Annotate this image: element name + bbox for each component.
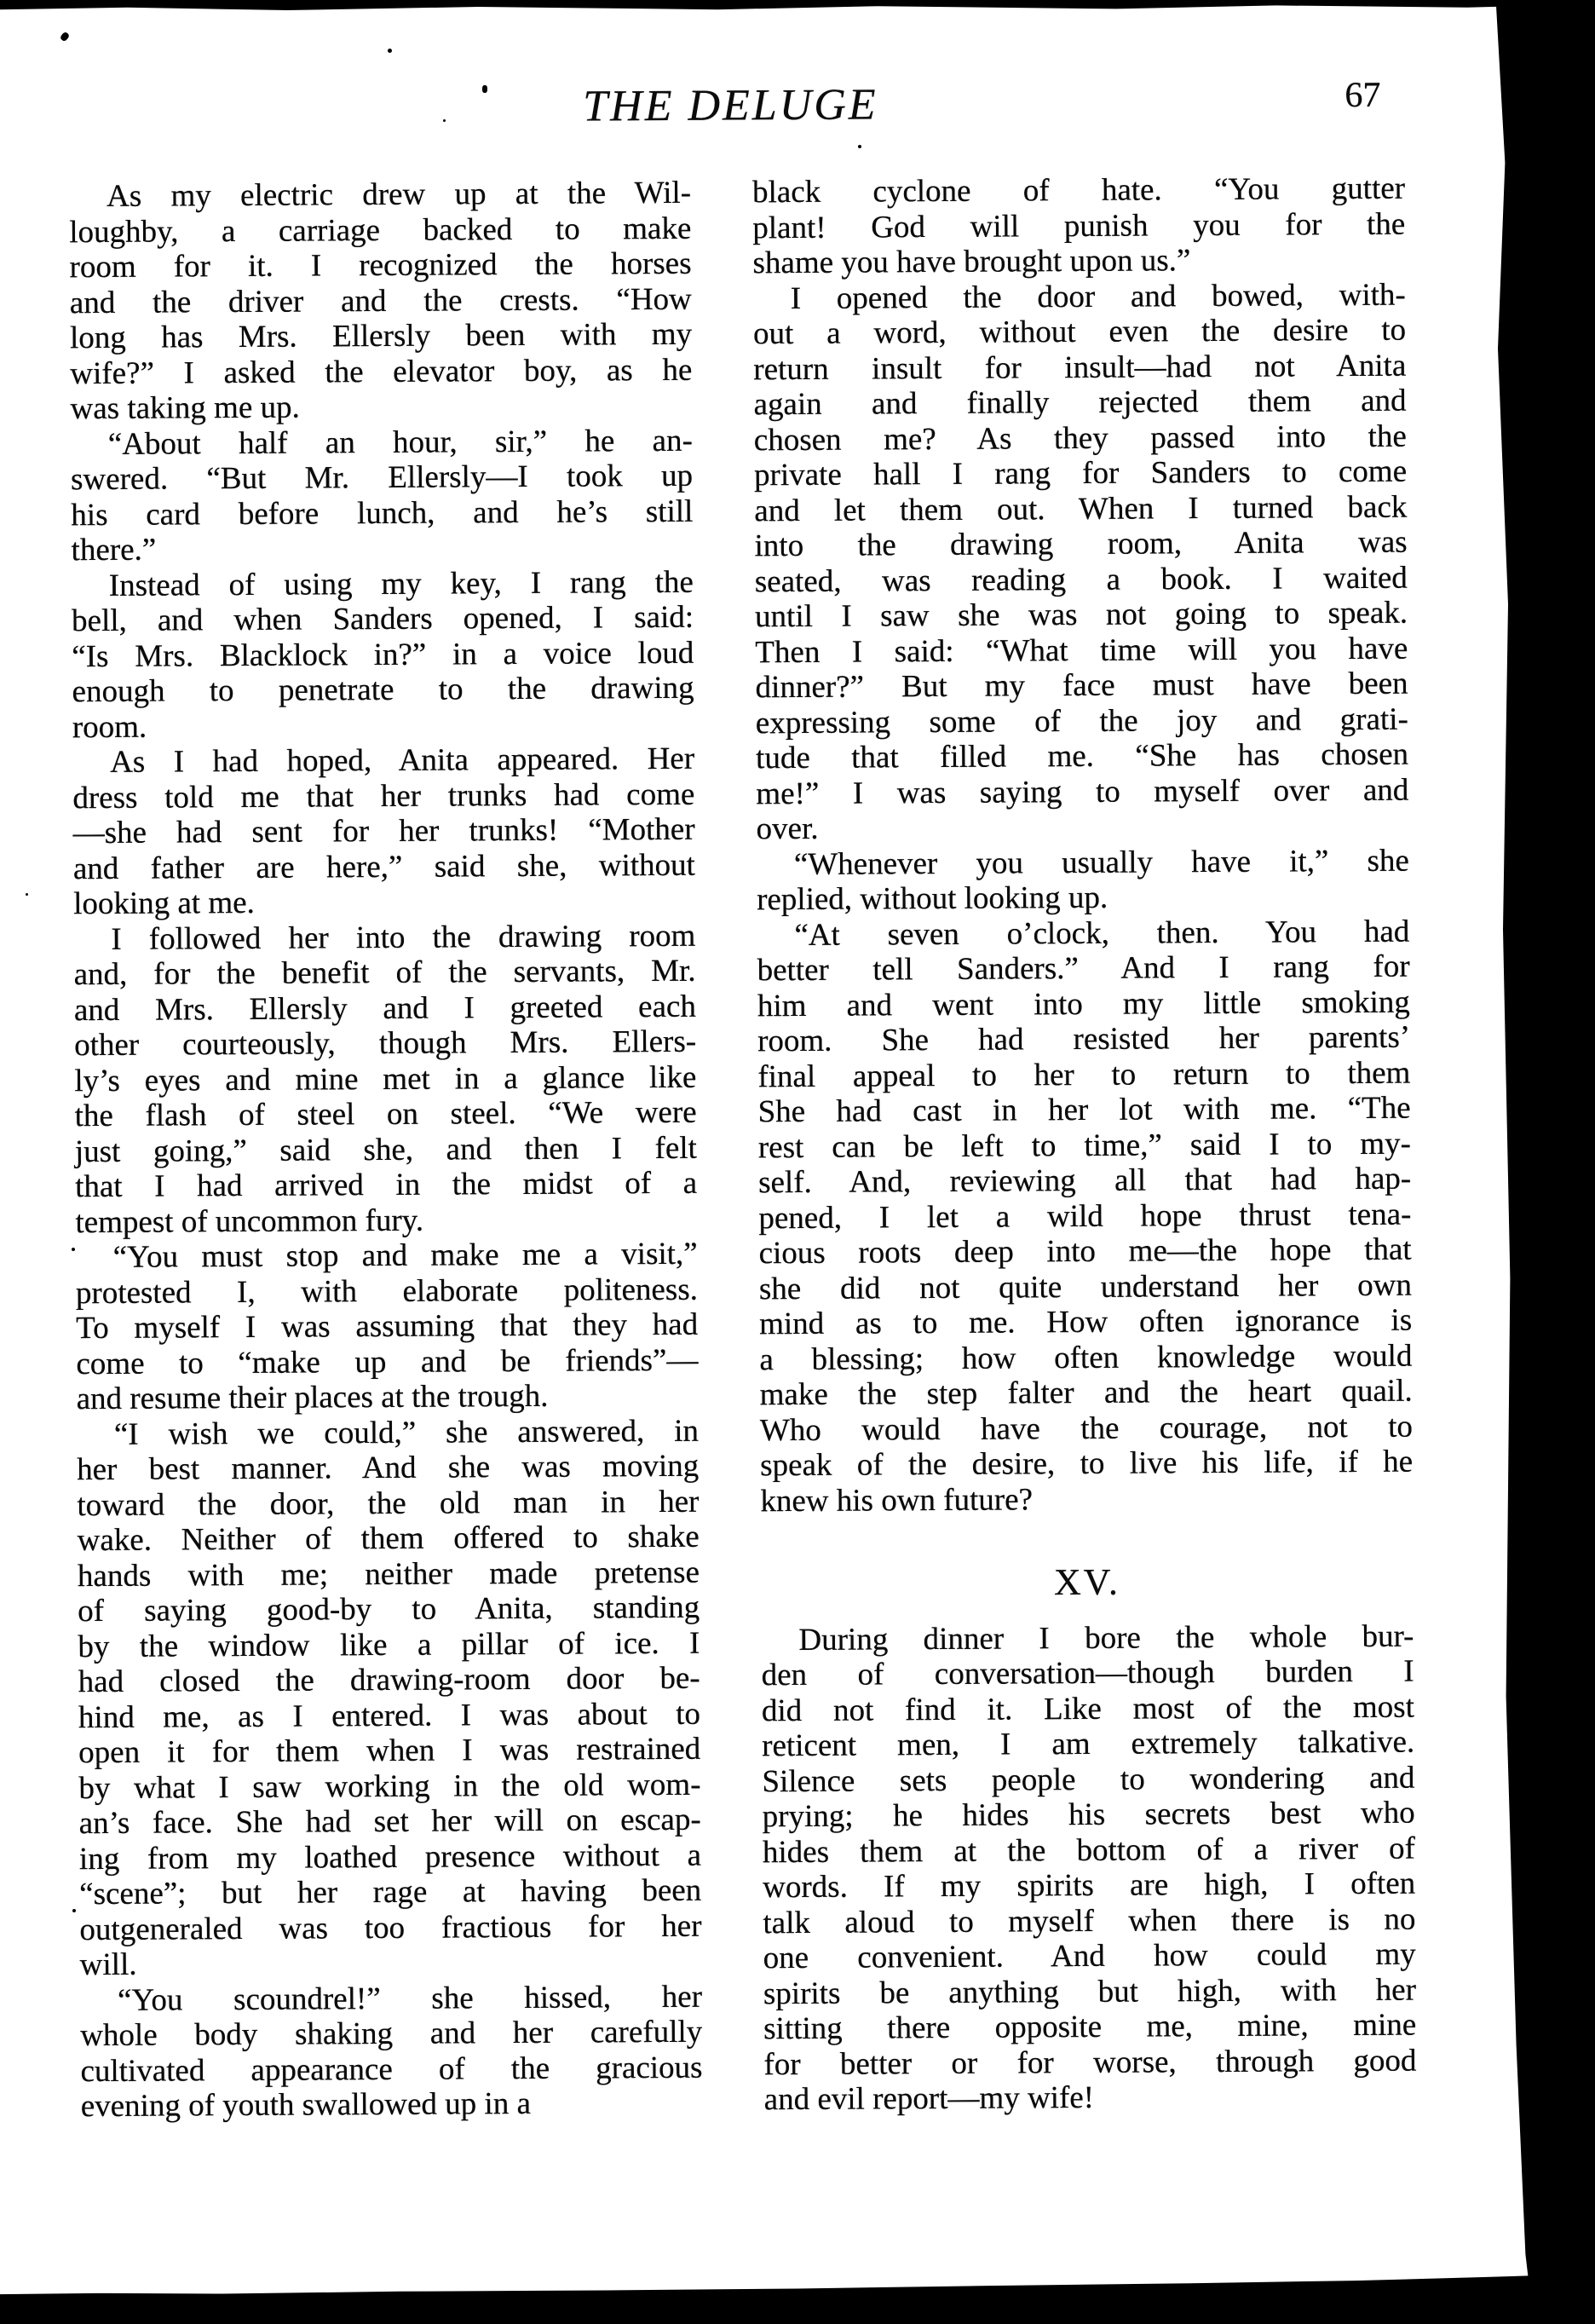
text-line: talk aloud to myself when there is no [763,1901,1416,1941]
text-line: “Is Mrs. Blacklock in?” in a voice loud [72,635,694,674]
text-line: final appeal to her to return to them [757,1055,1411,1094]
paragraph [77,1413,702,1982]
text-line: She had cast in her lot with me. “The [757,1090,1411,1130]
paragraph [80,1979,703,2124]
text-line: that I had arrived in the midst of a [75,1165,698,1205]
text-line: and Mrs. Ellersly and I greeted each [73,989,697,1028]
text-line: me!” I was saying to myself over and [756,772,1409,811]
text-line: “I wish we could,” she answered, in [113,1413,700,1452]
text-line: As my electric drew up at the Wil- [106,175,692,214]
text-line: speak of the desire, to live his life, if he [760,1444,1414,1484]
text-line: hands with me; neither made pretense [77,1554,700,1594]
text-line: shame you have brought upon us.” [752,243,1191,281]
text-line: hind me, as I entered. I was about to [78,1696,701,1735]
text-line: Instead of using my key, I rang the [108,564,694,603]
text-line: into the drawing room, Anita was [754,524,1408,564]
text-line: reticent men, I am extremely talkative. [762,1724,1415,1764]
text-line: self. And, reviewing all that had hap- [758,1161,1412,1201]
text-line: “You must stop and make me a visit,” [112,1236,698,1275]
text-line: by what I saw working in the old wom- [78,1767,701,1806]
text-line: spirits be anything but high, with her [763,1972,1417,2011]
text-line: replied, without looking up. [756,879,1108,918]
paragraph [753,277,1409,847]
text-line: plant! God will punish you for the [752,206,1406,245]
text-line: his card before lunch, and he’s still [71,493,694,533]
text-line: open it for them when I was restrained [78,1731,701,1771]
paragraph [757,914,1413,1519]
text-line: and, for the benefit of the servants, Mr. [73,953,696,993]
text-line: of saying good-by to Anita, standing [78,1589,700,1629]
text-line: To myself I was assuming that they had [76,1306,699,1347]
text-line: mind as to me. How often ignorance is [759,1302,1413,1342]
paragraph [761,1618,1417,2118]
chapter-heading: XV. [1053,1560,1121,1604]
text-line: the flash of steel on steel. “We were [74,1094,697,1134]
scan-speckle [858,145,861,148]
text-line: long has Mrs. Ellersly been with my [69,316,693,356]
text-line: “Whenever you usually have it,” she [793,843,1409,882]
text-line: den of conversation—though burden I [761,1653,1414,1693]
text-line: seated, was reading a book. I waited [754,560,1408,599]
text-line: “scene”; but her rage at having been [79,1872,702,1912]
text-line: whole body shaking and her carefully [80,2014,703,2054]
running-head-title: THE DELUGE [583,80,878,131]
text-line: until I saw she was not going to speak. [754,595,1408,635]
text-line: did not find it. Like most of the most [761,1689,1415,1728]
text-line: and the driver and the crests. “How [69,281,692,320]
text-line: there.” [71,532,157,568]
right-text-column [752,171,1417,2118]
text-line: by the window like a pillar of ice. I [78,1625,700,1664]
paragraph [71,423,694,568]
scan-speckle [443,119,446,122]
text-line: Then I said: “What time will you have [755,631,1408,670]
text-line: expressing some of the joy and grati- [755,701,1408,741]
text-line: a blessing; how often knowledge would [759,1338,1413,1377]
text-line: looking at me. [73,885,255,922]
text-line: wife?” I asked the elevator boy, as he [70,352,693,391]
paragraph [73,918,697,1240]
text-line: room for it. I recognized the horses [69,245,692,285]
text-line: Who would have the courage, not to [759,1409,1414,1448]
text-line: return insult for insult—had not Anita [753,348,1407,387]
text-line: As I had hoped, Anita appeared. Her [109,741,695,780]
text-line: “You scoundrel!” she hissed, her [117,1979,703,2018]
text-line: cultivated appearance of the gracious [80,2050,703,2089]
text-line: and father are here,” said she, without [72,847,695,886]
text-line: bell, and when Sanders opened, I said: [71,599,694,639]
text-line: tude that filled me. “She has chosen [755,736,1409,776]
text-line: tempest of uncommon fury. [75,1202,424,1240]
text-line: pened, I let a wild hope thrust tena- [758,1197,1412,1236]
text-line: loughby, a carriage backed to make [69,210,692,250]
page-number: 67 [1345,75,1381,116]
text-line: cious roots deep into me—the hope that [758,1231,1412,1272]
text-line: outgeneraled was too fractious for her [79,1908,702,1947]
text-line: ing from my loathed presence without a [78,1837,702,1877]
text-line: room. She had resisted her parents’ [757,1019,1411,1059]
left-text-column [69,176,703,2125]
text-line: hides them at the bottom of a river of [762,1831,1416,1870]
text-line: again and finally rejected them and [753,383,1407,423]
text-line: had closed the drawing-room door be- [78,1660,700,1700]
paragraph [72,741,695,922]
text-line: room. [72,709,147,745]
text-line: wake. Neither of them offered to shake [77,1519,700,1559]
scan-speckle [388,49,392,53]
text-line: protested I, with elaborate politeness. [75,1272,699,1311]
text-line: prying; he hides his secrets best who [762,1795,1415,1835]
text-line: evening of youth swallowed up in a [80,2085,532,2125]
text-line: her best manner. And she was moving [77,1448,700,1488]
text-line: swered. “But Mr. Ellersly—I took up [70,458,694,498]
scan-speckle [72,1909,76,1912]
text-line: make the step falter and the heart quail. [759,1373,1413,1413]
paragraph [757,843,1409,918]
text-line: and evil report—my wife! [763,2079,1095,2118]
text-line: she did not quite understand her own [758,1267,1413,1306]
text-line: and let them out. When I turned back [754,489,1408,528]
text-line: chosen me? As they passed into the [753,418,1407,458]
text-line: an’s face. She had set her will on escap- [78,1802,701,1842]
text-line: out a word, without even the desire to [752,312,1407,352]
text-line: better tell Sanders.” And I rang for [757,949,1410,989]
text-line: over. [756,810,819,847]
text-line: black cyclone of hate. “You gutter [751,170,1406,210]
paragraph [69,176,693,427]
text-line: “At seven o’clock, then. You had [794,914,1410,953]
text-line: for better or for worse, through good [763,2043,1417,2082]
text-line: just going,” said she, and then I felt [74,1130,698,1169]
paragraph [752,171,1406,281]
text-line: During dinner I bore the whole bur- [798,1618,1414,1658]
paragraph [76,1237,699,1417]
text-line: was taking me up. [70,389,300,427]
text-line: dinner?” But my face must have been [755,666,1408,706]
text-line: other courteously, though Mrs. Ellers- [74,1024,697,1064]
scan-speckle [26,893,28,896]
text-line: words. If my spirits are high, I often [763,1866,1416,1906]
text-line: one convenient. And how could my [763,1936,1416,1976]
text-line: come to “make up and be friends”— [76,1342,699,1381]
text-line: —she had sent for her trunks! “Mother [72,811,695,851]
text-line: enough to penetrate to the drawing [72,670,694,710]
text-line: “About half an hour, sir,” he an- [107,423,693,462]
text-line: dress told me that her trunks had come [72,776,695,816]
text-line: Silence sets people to wondering and [762,1760,1415,1799]
text-line: I followed her into the drawing room [111,918,696,957]
paragraph [72,564,694,745]
text-line: toward the door, the old man in her [77,1484,700,1523]
scan-speckle [72,1248,75,1251]
text-line: him and went into my little smoking [757,984,1410,1024]
text-line: knew his own future? [760,1481,1034,1519]
scan-speckle [482,85,487,93]
text-line: sitting there opposite me, mine, mine [763,2007,1417,2047]
text-line: will. [79,1946,137,1983]
text-line: private hall I rang for Sanders to come [753,453,1408,493]
text-line: rest can be left to time,” said I to my- [757,1126,1412,1165]
text-line: ly’s eyes and mine met in a glance like [74,1059,697,1099]
text-line: I opened the door and bowed, with- [790,277,1406,316]
text-line: and resume their places at the trough. [76,1378,549,1417]
